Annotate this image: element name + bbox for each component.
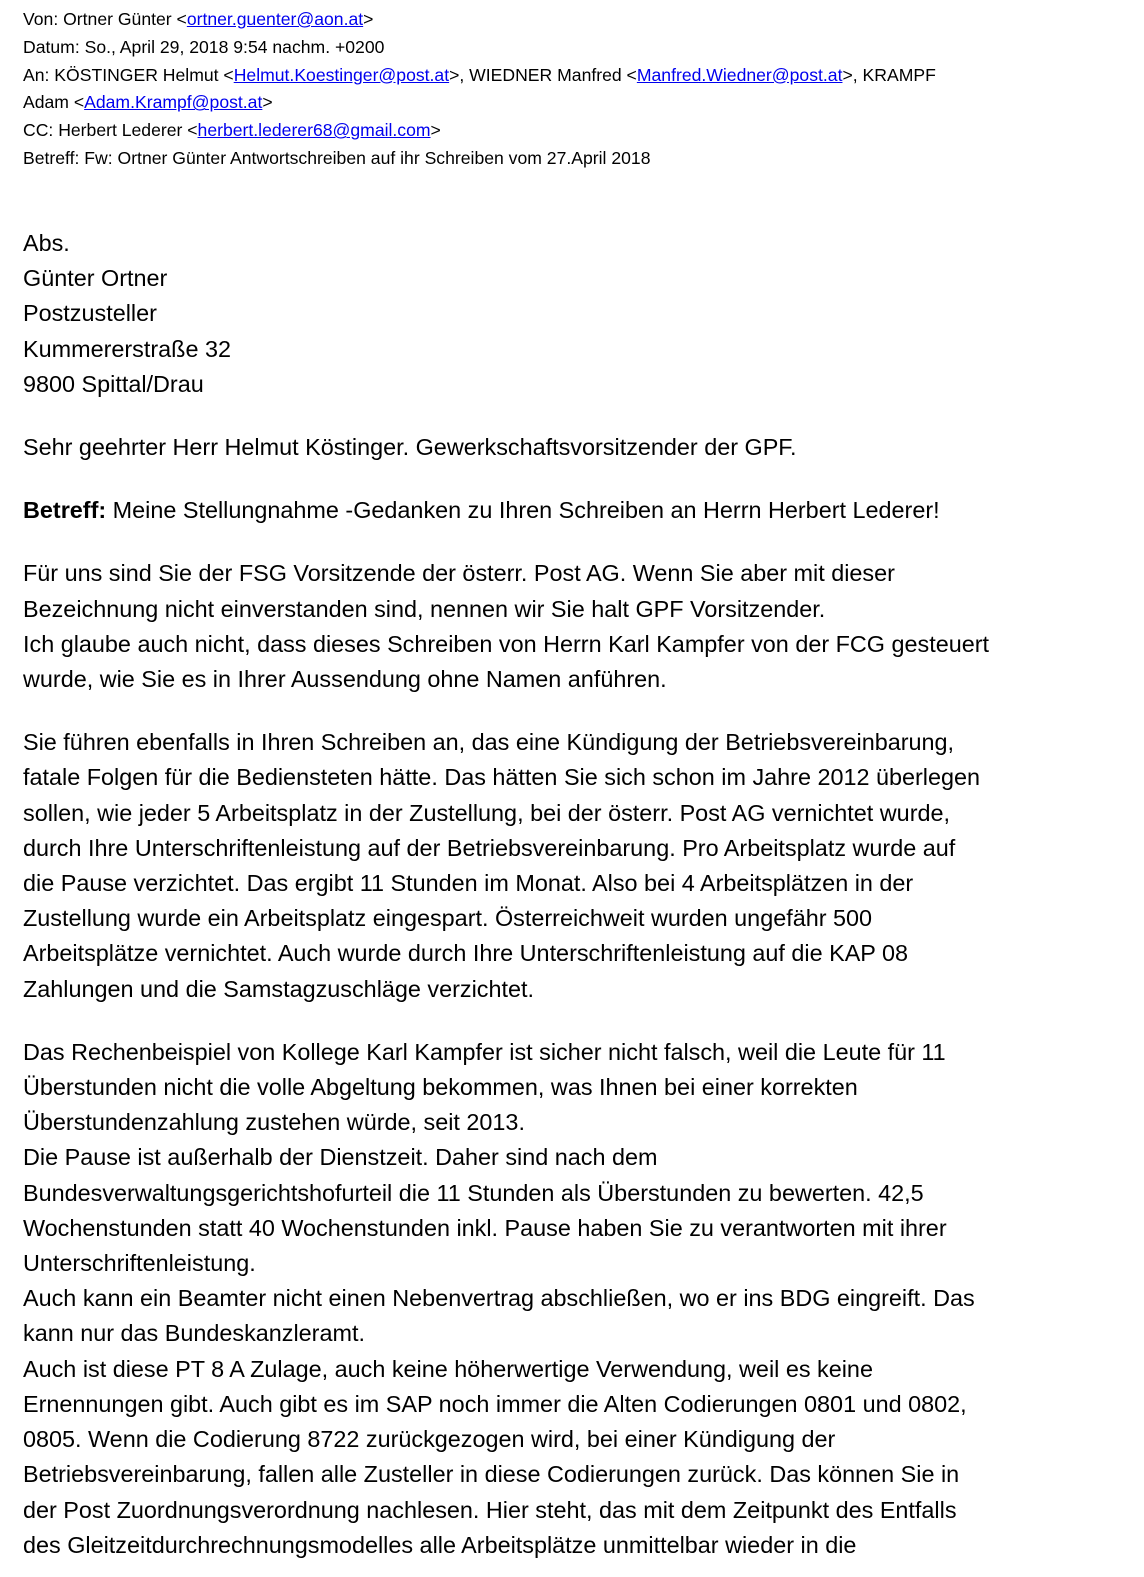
text-line: fatale Folgen für die Bediensteten hätte. Das hätten Sie sich schon im Jahre 2012 überlegen	[23, 764, 981, 791]
email-header	[23, 6, 1133, 173]
cc-label: CC: Herbert Lederer <	[23, 120, 198, 141]
text-line: Betriebsvereinbarung, fallen alle Zusteller in diese Codierungen zurück. Das können Sie in	[23, 1461, 960, 1488]
to-name-3: Adam <	[23, 92, 85, 113]
greeting: Sehr geehrter Herr Helmut Köstinger. Gewerkschaftsvorsitzender der GPF.	[23, 434, 797, 461]
paragraph-3	[23, 1035, 1133, 1563]
text-line: durch Ihre Unterschriftenleistung auf der Betriebsvereinbarung. Pro Arbeitsplatz wurde auf	[23, 834, 956, 861]
text-line: Sie führen ebenfalls in Ihren Schreiben an, das eine Kündigung der Betriebsvereinbarung,	[23, 729, 955, 756]
text-line: Die Pause ist außerhalb der Dienstzeit. Daher sind nach dem	[23, 1144, 658, 1171]
to-email-link-1[interactable]: Helmut.Koestinger@post.at	[233, 64, 450, 85]
paragraph-1	[23, 556, 1133, 697]
text-line: Zahlungen und die Samstagzuschläge verzichtet.	[23, 975, 535, 1002]
text-line: kann nur das Bundeskanzleramt.	[23, 1320, 365, 1347]
text-line: Zustellung wurde ein Arbeitsplatz eingespart. Österreichweit wurden ungefähr 500	[23, 905, 873, 932]
sender-address	[23, 226, 1133, 402]
text-line: sollen, wie jeder 5 Arbeitsplatz in der Zustellung, bei der österr. Post AG vernichtet wurde,	[23, 799, 951, 826]
to-separator-2: >, KRAMPF	[842, 64, 936, 85]
to-line	[23, 62, 1133, 90]
from-close: >	[363, 9, 374, 29]
text-line: 0805. Wenn die Codierung 8722 zurückgezogen wird, bei einer Kündigung der	[23, 1426, 836, 1453]
text-line: Ich glaube auch nicht, dass dieses Schreiben von Herrn Karl Kampfer von der FCG gesteuert	[23, 630, 990, 657]
letter-subject	[23, 493, 1133, 528]
text-line: des Gleitzeitdurchrechnungsmodelles alle Arbeitsplätze unmittelbar wieder in die	[23, 1531, 857, 1558]
text-line: Auch kann ein Beamter nicht einen Nebenvertrag abschließen, wo er ins BDG eingreift. Das	[23, 1285, 975, 1312]
text-line: Bundesverwaltungsgerichtshofurteil die 11 Stunden als Überstunden zu bewerten. 42,5	[23, 1179, 924, 1206]
date-line: Datum: So., April 29, 2018 9:54 nachm. +0200	[23, 36, 385, 57]
letter-body	[23, 226, 1133, 1563]
text-line: Ernennungen gibt. Auch gibt es im SAP noch immer die Alten Codierungen 0801 und 0802,	[23, 1390, 967, 1417]
to-email-link-2[interactable]: Manfred.Wiedner@post.at	[636, 64, 843, 85]
text-line: Überstundenzahlung zustehen würde, seit 2013.	[23, 1109, 525, 1136]
text-line: Für uns sind Sie der FSG Vorsitzende der österr. Post AG. Wenn Sie aber mit dieser	[23, 560, 895, 587]
to-separator-1: >, WIEDNER Manfred <	[449, 64, 637, 85]
address-line: Kummererstraße 32	[23, 335, 231, 362]
from-name: Ortner Günter <	[63, 9, 187, 29]
text-line: Überstunden nicht die volle Abgeltung bekommen, was Ihnen bei einer korrekten	[23, 1074, 858, 1101]
cc-close: >	[430, 120, 441, 141]
address-line: 9800 Spittal/Drau	[23, 370, 204, 397]
text-line: wurde, wie Sie es in Ihrer Aussendung ohne Namen anführen.	[23, 666, 667, 693]
letter-subject-text: Meine Stellungnahme -Gedanken zu Ihren Schreiben an Herrn Herbert Lederer!	[106, 497, 940, 524]
cc-line	[23, 117, 1133, 145]
text-line: Unterschriftenleistung.	[23, 1250, 256, 1277]
cc-email-link[interactable]: herbert.lederer68@gmail.com	[197, 120, 431, 141]
text-line: Bezeichnung nicht einverstanden sind, nennen wir Sie halt GPF Vorsitzender.	[23, 595, 826, 622]
paragraph-2	[23, 725, 1133, 1007]
text-line: Auch ist diese PT 8 A Zulage, auch keine höherwertige Verwendung, weil es keine	[23, 1355, 873, 1382]
from-label: Von:	[23, 9, 64, 29]
address-line: Postzusteller	[23, 300, 157, 327]
to-close-3: >	[262, 92, 273, 113]
address-line: Günter Ortner	[23, 265, 168, 292]
to-label: An: KÖSTINGER Helmut <	[23, 64, 234, 85]
subject-line: Betreff: Fw: Ortner Günter Antwortschreiben auf ihr Schreiben vom 27.April 2018	[23, 147, 651, 168]
letter-subject-label: Betreff:	[23, 497, 107, 524]
to-email-link-3[interactable]: Adam.Krampf@post.at	[84, 92, 263, 113]
to-line-continued	[23, 89, 1133, 117]
text-line: der Post Zuordnungsverordnung nachlesen. Hier steht, das mit dem Zeitpunkt des Entfalls	[23, 1496, 957, 1523]
from-email-link[interactable]: ortner.guenter@aon.at	[186, 9, 364, 29]
text-line: die Pause verzichtet. Das ergibt 11 Stunden im Monat. Also bei 4 Arbeitsplätzen in der	[23, 870, 914, 897]
text-line: Arbeitsplätze vernichtet. Auch wurde durch Ihre Unterschriftenleistung auf die KAP 08	[23, 940, 909, 967]
address-line: Abs.	[23, 230, 70, 256]
text-line: Das Rechenbeispiel von Kollege Karl Kampfer ist sicher nicht falsch, weil die Leute für 11	[23, 1038, 946, 1065]
text-line: Wochenstunden statt 40 Wochenstunden inkl. Pause haben Sie zu verantworten mit ihrer	[23, 1214, 947, 1241]
from-line	[23, 6, 1133, 34]
